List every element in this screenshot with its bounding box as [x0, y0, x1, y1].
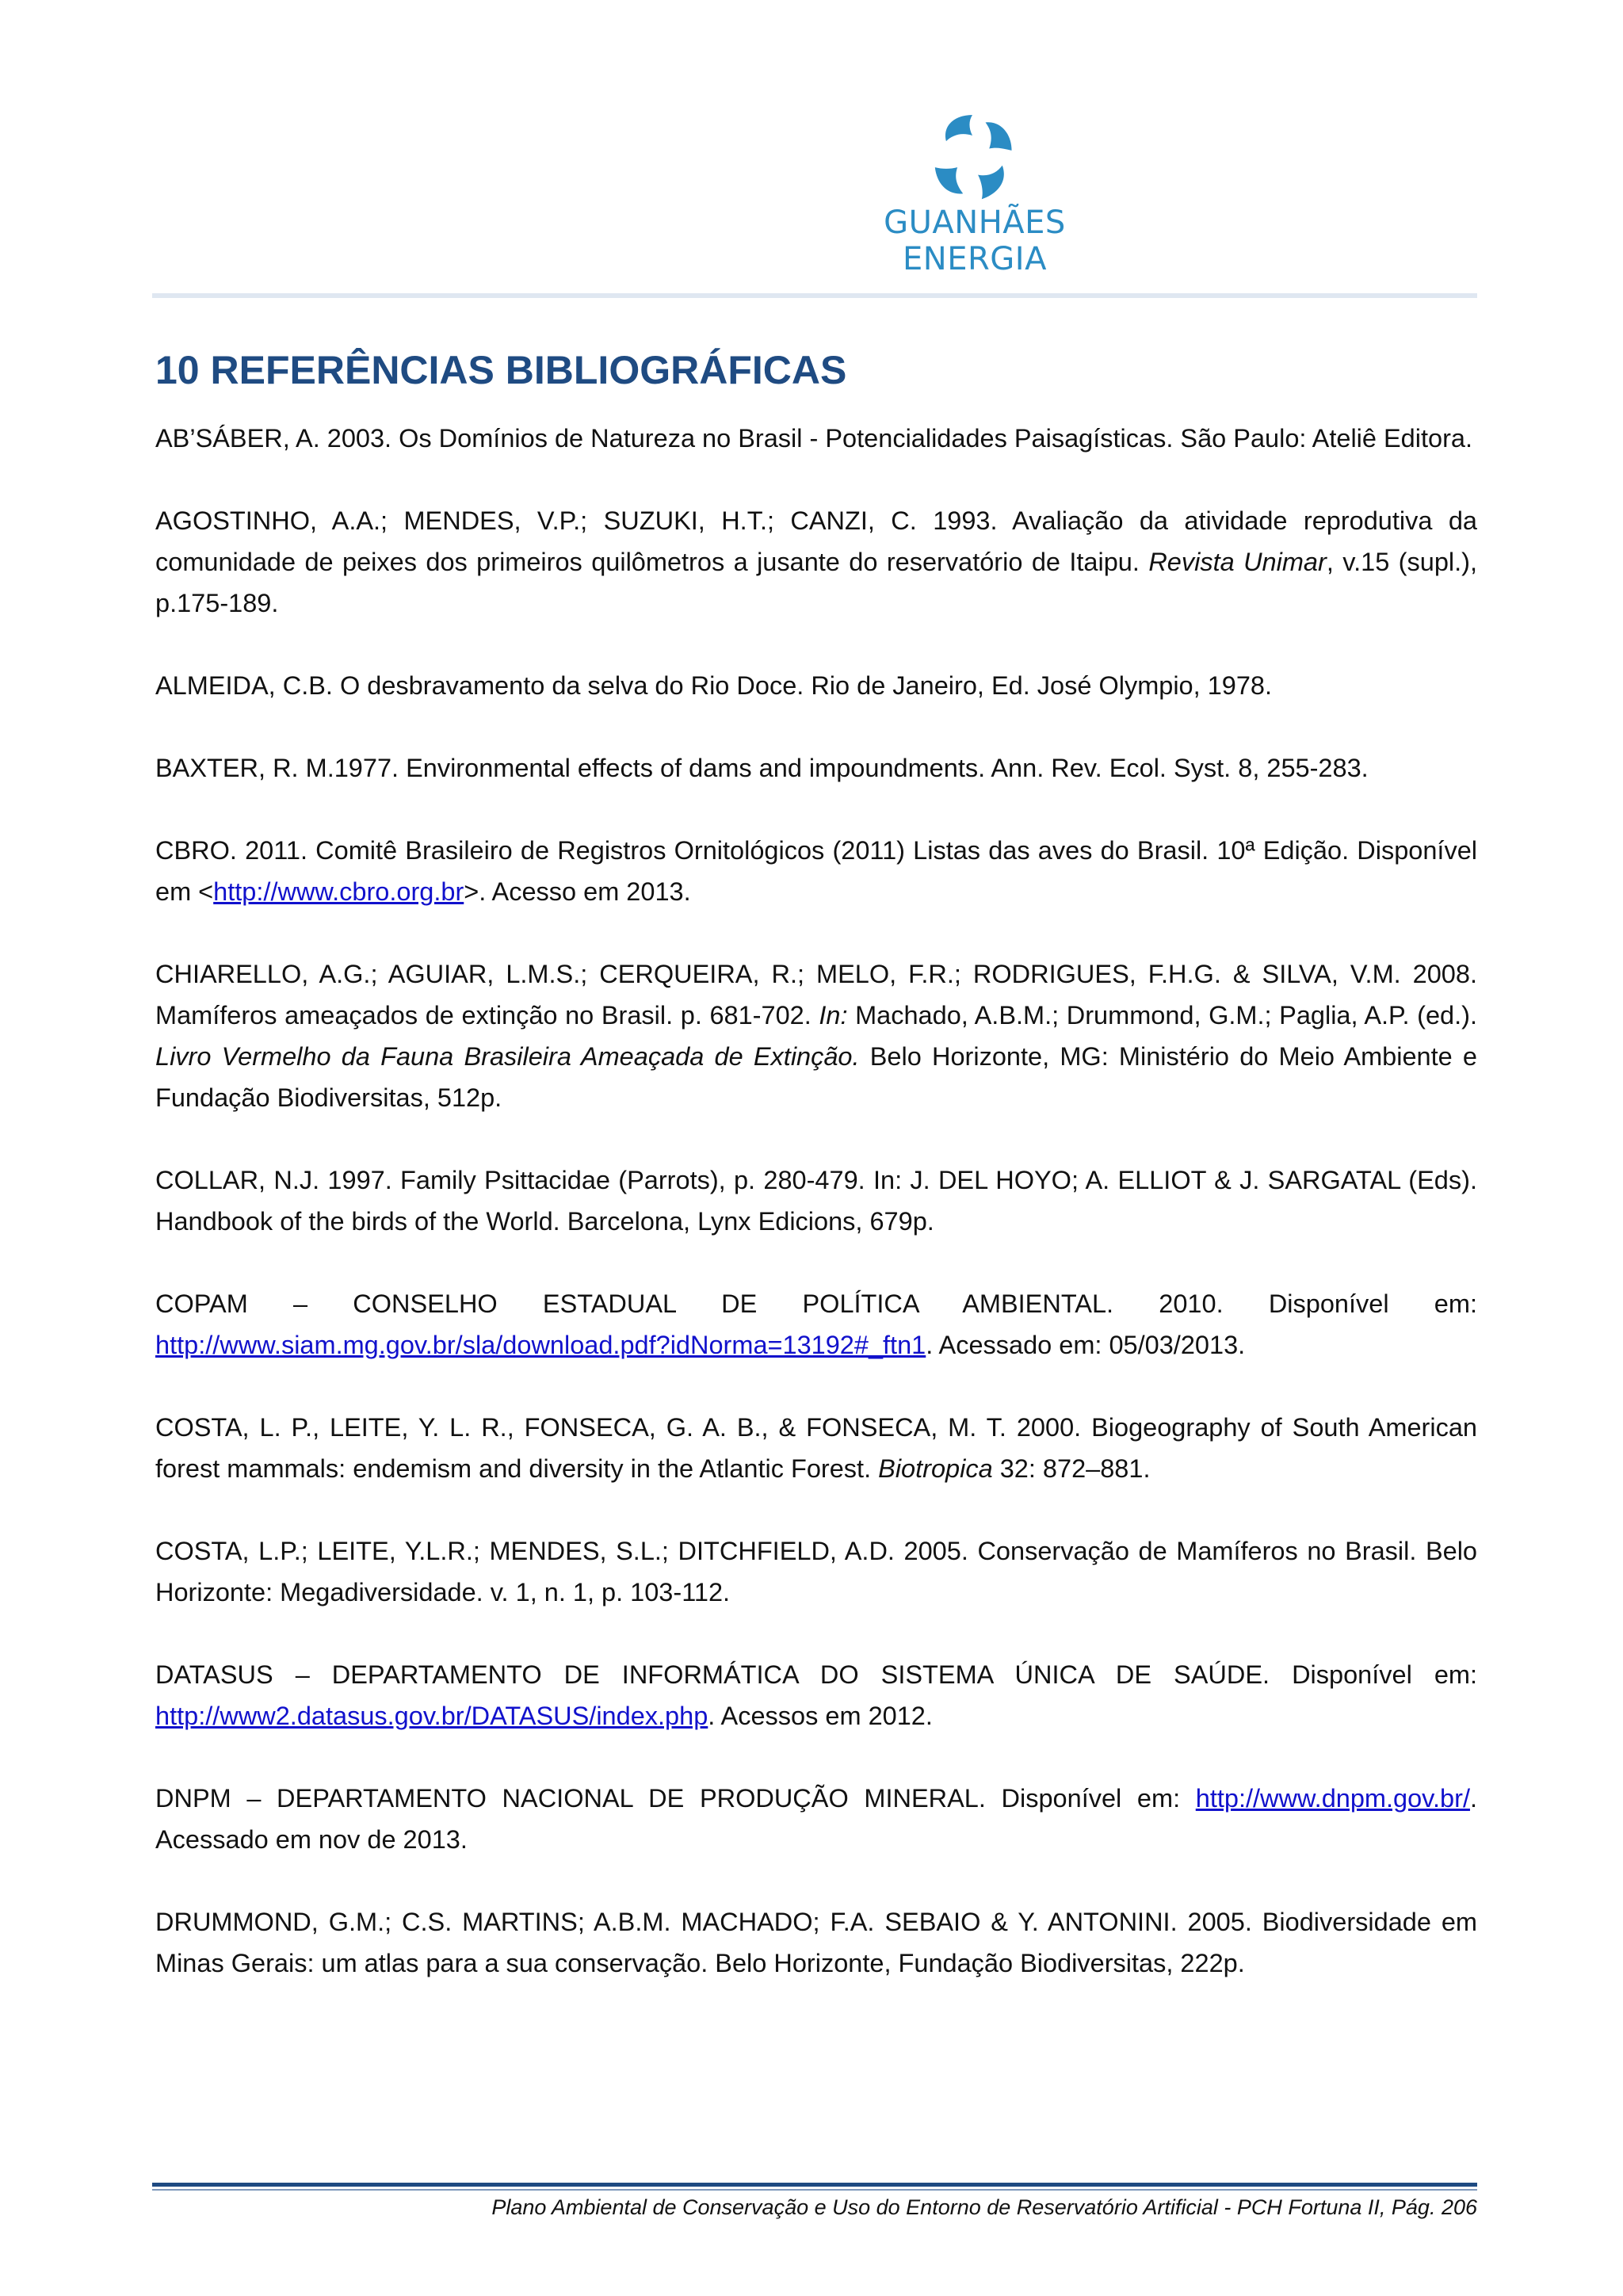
reference-entry	[155, 1283, 1477, 1366]
reference-text: . Acessado em: 05/03/2013.	[926, 1331, 1246, 1359]
reference-entry	[155, 1778, 1477, 1860]
reference-italic-text: Livro Vermelho da Fauna Brasileira Ameaçada de Extinção.	[155, 1042, 860, 1071]
reference-entry	[155, 665, 1477, 706]
reference-entry	[155, 1530, 1477, 1613]
reference-text: AB’SÁBER, A. 2003. Os Domínios de Natureza no Brasil - Potencialidades Paisagísticas. São Paulo: Ateliê Editora.	[155, 424, 1472, 453]
reference-link[interactable]: http://www2.datasus.gov.br/DATASUS/index.php	[155, 1702, 708, 1730]
reference-text: DNPM – DEPARTAMENTO NACIONAL DE PRODUÇÃO MINERAL. Disponível em:	[155, 1784, 1196, 1813]
reference-text: AGOSTINHO, A.A.; MENDES, V.P.; SUZUKI, H.T.; CANZI, C. 1993. Avaliação da atividade reprodutiva da comunidade de peixes dos primeiros quilômetros a jusante do reservatório de Itaipu.	[155, 506, 1477, 576]
logo-text: GUANHÃES ENERGIA	[884, 204, 1066, 277]
page-footer: Plano Ambiental de Conservação e Uso do Entorno de Reservatório Artificial - PCH Fortuna II, Pág. 206	[491, 2195, 1477, 2219]
reference-text: . Acessos em 2012.	[708, 1702, 933, 1730]
reference-text: , v.15 (supl.), p.175-189.	[155, 548, 1478, 617]
reference-text: DRUMMOND, G.M.; C.S. MARTINS; A.B.M. MACHADO; F.A. SEBAIO & Y. ANTONINI. 2005. Biodiversidade em Minas Gerais: um atlas para a sua conservação. Belo Horizonte, Fundação Biodiversitas, 222p.	[155, 1908, 1477, 1977]
reference-entry	[155, 953, 1477, 1118]
reference-list	[155, 418, 1477, 2025]
reference-text: ALMEIDA, C.B. O desbravamento da selva do Rio Doce. Rio de Janeiro, Ed. José Olympio, 1978.	[155, 671, 1273, 700]
header-divider	[152, 293, 1477, 298]
reference-text: DATASUS – DEPARTAMENTO DE INFORMÁTICA DO SISTEMA ÚNICA DE SAÚDE. Disponível em:	[155, 1660, 1477, 1689]
reference-entry	[155, 1407, 1477, 1489]
reference-text: COPAM – CONSELHO ESTADUAL DE POLÍTICA AMBIENTAL. 2010. Disponível em:	[155, 1289, 1477, 1318]
reference-italic-text: Revista Unimar	[1148, 548, 1327, 576]
footer-divider	[152, 2183, 1477, 2187]
reference-text: COSTA, L. P., LEITE, Y. L. R., FONSECA, G. A. B., & FONSECA, M. T. 2000. Biogeography of South American forest mammals: endemism and diversity in the Atlantic Forest.	[155, 1413, 1477, 1483]
reference-text: CHIARELLO, A.G.; AGUIAR, L.M.S.; CERQUEIRA, R.; MELO, F.R.; RODRIGUES, F.H.G. & SILVA, V.M. 2008. Mamíferos ameaçados de extinção no Brasil. p. 681-702.	[155, 960, 1477, 1030]
reference-link[interactable]: http://www.dnpm.gov.br/	[1195, 1784, 1470, 1813]
reference-text: . Acessado em nov de 2013.	[155, 1784, 1477, 1854]
reference-entry	[155, 830, 1477, 912]
reference-italic-text: Biotropica	[878, 1454, 993, 1483]
logo-swirl-icon	[926, 109, 1019, 203]
footer-divider-thin	[152, 2189, 1477, 2191]
reference-text: 32: 872–881.	[992, 1454, 1151, 1483]
reference-link[interactable]: http://www.siam.mg.gov.br/sla/download.pdf?idNorma=13192#_ftn1	[155, 1331, 926, 1359]
reference-text: BAXTER, R. M.1977. Environmental effects of dams and impoundments. Ann. Rev. Ecol. Syst. 8, 255-283.	[155, 754, 1369, 782]
reference-entry	[155, 1654, 1477, 1736]
guanhaes-energia-logo	[824, 109, 1125, 277]
reference-italic-text: In:	[819, 1001, 848, 1030]
reference-text: COLLAR, N.J. 1997. Family Psittacidae (Parrots), p. 280-479. In: J. DEL HOYO; A. ELLIOT & J. SARGATAL (Eds). Handbook of the birds of the World. Barcelona, Lynx Edicions, 679p.	[155, 1166, 1477, 1236]
reference-entry	[155, 500, 1477, 624]
reference-text: Machado, A.B.M.; Drummond, G.M.; Paglia, A.P. (ed.).	[847, 1001, 1477, 1030]
reference-entry	[155, 1159, 1477, 1242]
reference-text: CBRO. 2011. Comitê Brasileiro de Registros Ornitológicos (2011) Listas das aves do Brasil. 10ª Edição. Disponível em <	[155, 836, 1477, 906]
reference-text: >. Acesso em 2013.	[464, 877, 691, 906]
reference-text: Belo Horizonte, MG: Ministério do Meio Ambiente e Fundação Biodiversitas, 512p.	[155, 1042, 1477, 1112]
reference-entry	[155, 418, 1477, 459]
reference-entry	[155, 1901, 1477, 1984]
reference-entry	[155, 747, 1477, 789]
section-title: 10 REFERÊNCIAS BIBLIOGRÁFICAS	[155, 348, 847, 392]
reference-link[interactable]: http://www.cbro.org.br	[213, 877, 464, 906]
reference-text: COSTA, L.P.; LEITE, Y.L.R.; MENDES, S.L.; DITCHFIELD, A.D. 2005. Conservação de Mamíferos no Brasil. Belo Horizonte: Megadiversidade. v. 1, n. 1, p. 103-112.	[155, 1537, 1477, 1606]
